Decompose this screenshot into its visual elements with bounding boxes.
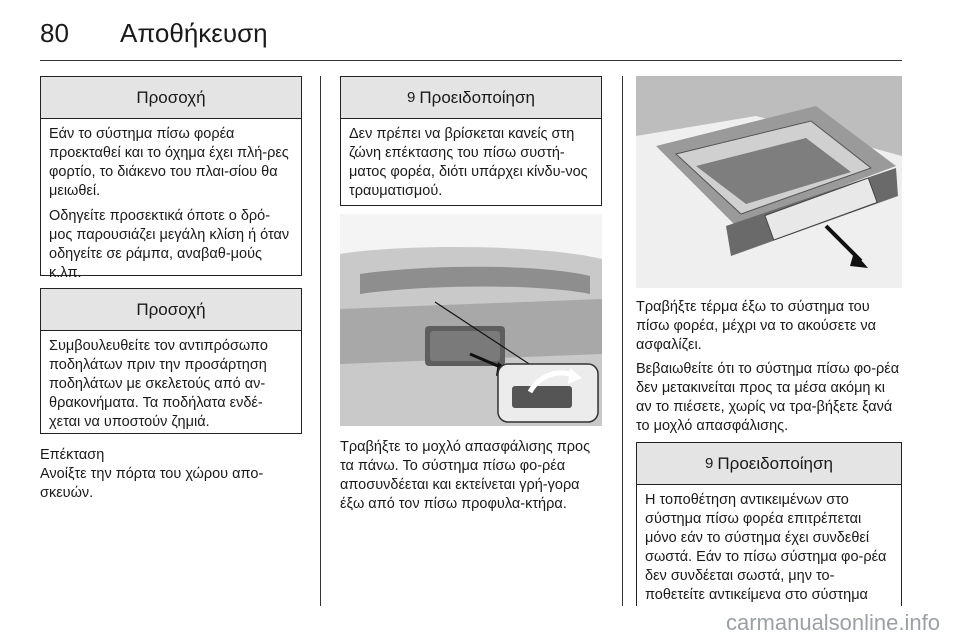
- page-number: 80: [40, 18, 69, 48]
- carrier-extended-drawing: [636, 76, 902, 288]
- column-divider-1: [320, 76, 321, 606]
- chapter-title: Αποθήκευση: [120, 18, 268, 48]
- caution-box-1: [40, 76, 302, 281]
- warning-box-2: [636, 442, 902, 606]
- warning-icon: 9: [407, 89, 416, 106]
- header-divider: [40, 60, 902, 61]
- warning-box-1-title: Προειδοποίηση: [419, 87, 535, 107]
- warning-box-1-text: Δεν πρέπει να βρίσκεται κανείς στη ζώνη επέκτασης του πίσω συστή-ματος φορέα, διότι υπάρχει κίνδυ-νος τραυματισμού.: [349, 126, 588, 199]
- warning-box-2-title: Προειδοποίηση: [717, 453, 833, 473]
- warning-box-1: [340, 76, 602, 206]
- caution-box-1-title: Προσοχή: [41, 77, 301, 119]
- caution-box-2-text-1: Συμβουλευθείτε τον αντιπρόσωπο ποδηλάτων πριν την προσάρτηση ποδηλάτων με σκελετούς από αν-θρακονήματα. Τα ποδήλατα ενδέ-χεται να υποστούν ζημιά.: [49, 338, 268, 430]
- caution-box-2: [40, 288, 302, 434]
- carrier-extended-illustration: [636, 76, 902, 288]
- caution-box-1-text-1: Εάν το σύστημα πίσω φορέα προεκταθεί και το όχημα έχει πλή-ρες φορτίο, το διάκενο του πλαι-σίου θα μειωθεί.: [49, 126, 289, 199]
- column-divider-2: [622, 76, 623, 606]
- extension-section: [40, 446, 302, 503]
- col2-paragraph: Τραβήξτε το μοχλό απασφάλισης προς τα πάνω. Το σύστημα πίσω φο-ρέα αποσυνδέεται και εκτείνεται γρή-γορα έξω από τον πίσω προφυλα-κτήρα.: [340, 439, 591, 512]
- col3-text: [636, 298, 902, 441]
- warning-box-2-text: Η τοποθέτηση αντικειμένων στο σύστημα πίσω φορέα επιτρέπεται μόνο εάν το σύστημα έχει συνδεθεί σωστά. Εάν το πίσω σύστημα φο-ρέα δεν συνδέεται σωστά, μην το-ποθετείτε αντικείμενα στο σύστημα: [645, 492, 887, 603]
- page-header: [40, 10, 902, 58]
- bumper-lever-illustration: [340, 214, 602, 426]
- extension-text: Ανοίξτε την πόρτα του χώρου απο-σκευών.: [40, 466, 264, 501]
- warning-box-2-header: [637, 443, 901, 485]
- caution-box-1-text-2: Οδηγείτε προσεκτικά όποτε ο δρό-μος παρουσιάζει μεγάλη κλίση ή όταν οδηγείτε σε ράμπα, αναβαθ-μούς κ.λπ.: [49, 208, 290, 281]
- warning-box-1-header: [341, 77, 601, 119]
- col2-text: [340, 438, 605, 519]
- watermark: carmanualsonline.info: [725, 610, 940, 635]
- warning-icon: 9: [705, 455, 714, 472]
- bumper-lever-drawing: [340, 214, 602, 426]
- caution-box-2-title: Προσοχή: [41, 289, 301, 331]
- col3-paragraph-1: Τραβήξτε τέρμα έξω το σύστημα του πίσω φορέα, μέχρι να το ακούσετε να ασφαλίζει.: [636, 299, 877, 353]
- col3-paragraph-2: Βεβαιωθείτε ότι το σύστημα πίσω φο-ρέα δεν μετακινείται προς τα μέσα ακόμη κι αν το πιέσετε, χωρίς να τρα-βήξετε ξανά το μοχλό απασφάλισης.: [636, 361, 900, 434]
- extension-heading: Επέκταση: [40, 447, 105, 463]
